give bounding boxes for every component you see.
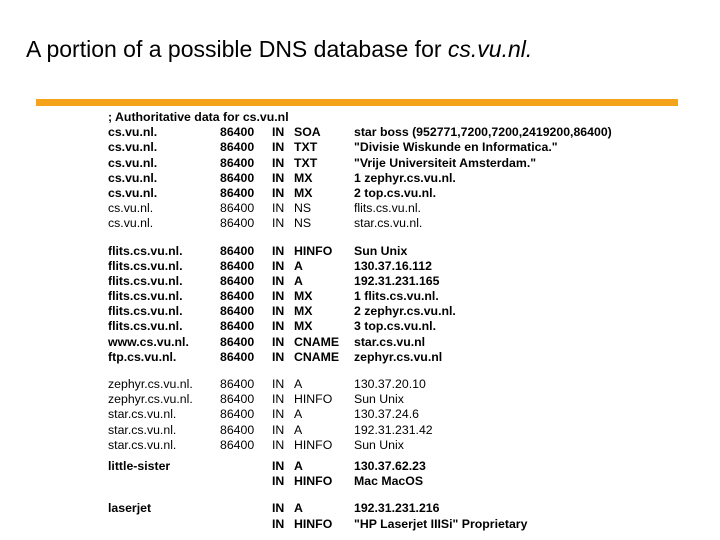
record-ttl: 86400	[220, 273, 255, 288]
record-class: IN	[272, 185, 285, 200]
record-class: IN	[272, 155, 285, 170]
record-name: cs.vu.nl.	[108, 216, 154, 231]
record-ttl: 86400	[220, 155, 255, 170]
record-name: zephyr.cs.vu.nl.	[108, 392, 193, 407]
record-type: A	[294, 422, 303, 437]
record-value: 1 zephyr.cs.vu.nl.	[354, 170, 456, 185]
record-value: "Vrije Universiteit Amsterdam."	[354, 155, 537, 170]
record-type: SOA	[294, 125, 321, 140]
title-prefix: A portion of a possible DNS database for	[26, 36, 442, 62]
record-ttl: 86400	[220, 392, 255, 407]
record-ttl: 86400	[220, 319, 255, 334]
record-type: NS	[294, 201, 312, 216]
record-class: IN	[272, 334, 285, 349]
record-ttl: 86400	[220, 349, 255, 364]
record-value: 130.37.62.23	[354, 458, 426, 473]
record-ttl: 86400	[220, 258, 255, 273]
record-value: 130.37.20.10	[354, 377, 426, 391]
record-class: IN	[272, 216, 285, 231]
record-name: cs.vu.nl.	[108, 201, 154, 216]
record-ttl: 86400	[220, 243, 255, 258]
record-class: IN	[272, 474, 285, 489]
record-name: star.cs.vu.nl.	[108, 407, 177, 422]
record-class: IN	[272, 458, 285, 473]
record-type: CNAME	[294, 334, 340, 349]
record-type: A	[294, 458, 303, 473]
record-value: flits.cs.vu.nl.	[354, 201, 421, 216]
record-type: A	[294, 273, 303, 288]
record-name: cs.vu.nl.	[108, 170, 158, 185]
record-name: flits.cs.vu.nl.	[108, 243, 183, 258]
record-class: IN	[272, 407, 285, 422]
record-name: star.cs.vu.nl.	[108, 422, 177, 437]
record-class: IN	[272, 501, 285, 516]
record-ttl: 86400	[220, 289, 255, 304]
record-class: IN	[272, 392, 285, 407]
record-ttl: 86400	[220, 125, 255, 140]
record-type: A	[294, 258, 303, 273]
record-name: flits.cs.vu.nl.	[108, 304, 183, 319]
record-value: Sun Unix	[354, 243, 408, 258]
record-name: zephyr.cs.vu.nl.	[108, 377, 193, 391]
record-value: Mac MacOS	[354, 474, 424, 489]
record-type: MX	[294, 289, 313, 304]
record-class: IN	[272, 422, 285, 437]
record-class: IN	[272, 319, 285, 334]
record-ttl: 86400	[220, 377, 255, 391]
record-value: star boss (952771,7200,7200,2419200,86400)	[354, 125, 612, 140]
record-type: HINFO	[294, 474, 333, 489]
record-type: A	[294, 407, 303, 422]
record-type: TXT	[294, 140, 318, 155]
record-type: HINFO	[294, 392, 333, 407]
record-class: IN	[272, 125, 285, 140]
record-value: zephyr.cs.vu.nl	[354, 349, 443, 364]
record-class: IN	[272, 201, 285, 216]
record-name: star.cs.vu.nl.	[108, 437, 177, 452]
record-class: IN	[272, 516, 285, 531]
record-value: 130.37.24.6	[354, 407, 419, 422]
record-ttl: 86400	[220, 334, 255, 349]
record-type: A	[294, 501, 303, 516]
record-name: cs.vu.nl.	[108, 125, 158, 140]
record-value: star.cs.vu.nl	[354, 334, 426, 349]
record-ttl: 86400	[220, 185, 255, 200]
title-divider	[36, 99, 678, 106]
record-class: IN	[272, 243, 285, 258]
record-value: Sun Unix	[354, 437, 404, 452]
record-type: NS	[294, 216, 312, 231]
record-name: little-sister	[108, 458, 171, 473]
record-value: 192.31.231.165	[354, 273, 440, 288]
record-type: HINFO	[294, 243, 333, 258]
record-type: TXT	[294, 155, 318, 170]
record-type: MX	[294, 185, 313, 200]
record-name: flits.cs.vu.nl.	[108, 289, 183, 304]
record-name: cs.vu.nl.	[108, 155, 158, 170]
record-value: 192.31.231.42	[354, 422, 433, 437]
record-ttl: 86400	[220, 170, 255, 185]
record-name: laserjet	[108, 501, 152, 516]
record-name: www.cs.vu.nl.	[108, 334, 189, 349]
record-value: 1 flits.cs.vu.nl.	[354, 289, 439, 304]
record-value: Sun Unix	[354, 392, 404, 407]
record-ttl: 86400	[220, 422, 255, 437]
record-class: IN	[272, 349, 285, 364]
record-value: 130.37.16.112	[354, 258, 432, 273]
record-value: "HP Laserjet IIISi" Proprietary	[354, 516, 528, 531]
record-class: IN	[272, 140, 285, 155]
record-ttl: 86400	[220, 216, 255, 231]
record-type: HINFO	[294, 437, 333, 452]
record-name: flits.cs.vu.nl.	[108, 319, 183, 334]
comment-text: ; Authoritative data for cs.vu.nl	[108, 110, 289, 124]
record-type: MX	[294, 319, 313, 334]
record-name: ftp.cs.vu.nl.	[108, 349, 177, 364]
record-class: IN	[272, 273, 285, 288]
record-ttl: 86400	[220, 304, 255, 319]
record-name: cs.vu.nl.	[108, 140, 158, 155]
record-value: 192.31.231.216	[354, 501, 440, 516]
record-value: "Divisie Wiskunde en Informatica."	[354, 140, 558, 155]
record-class: IN	[272, 258, 285, 273]
record-ttl: 86400	[220, 140, 255, 155]
record-name: cs.vu.nl.	[108, 185, 158, 200]
record-class: IN	[272, 304, 285, 319]
record-value: 3 top.cs.vu.nl.	[354, 319, 436, 334]
record-name: flits.cs.vu.nl.	[108, 258, 183, 273]
record-class: IN	[272, 289, 285, 304]
record-name: flits.cs.vu.nl.	[108, 273, 183, 288]
page-title	[26, 36, 532, 63]
record-type: MX	[294, 170, 313, 185]
record-ttl: 86400	[220, 437, 255, 452]
record-class: IN	[272, 437, 285, 452]
record-type: A	[294, 377, 303, 391]
record-class: IN	[272, 377, 285, 391]
record-value: 2 top.cs.vu.nl.	[354, 185, 436, 200]
record-value: 2 zephyr.cs.vu.nl.	[354, 304, 456, 319]
record-type: HINFO	[294, 516, 333, 531]
record-class: IN	[272, 170, 285, 185]
title-domain: cs.vu.nl.	[447, 36, 533, 62]
record-value: star.cs.vu.nl.	[354, 216, 423, 231]
record-ttl: 86400	[220, 201, 255, 216]
record-type: CNAME	[294, 349, 340, 364]
record-ttl: 86400	[220, 407, 255, 422]
record-type: MX	[294, 304, 313, 319]
